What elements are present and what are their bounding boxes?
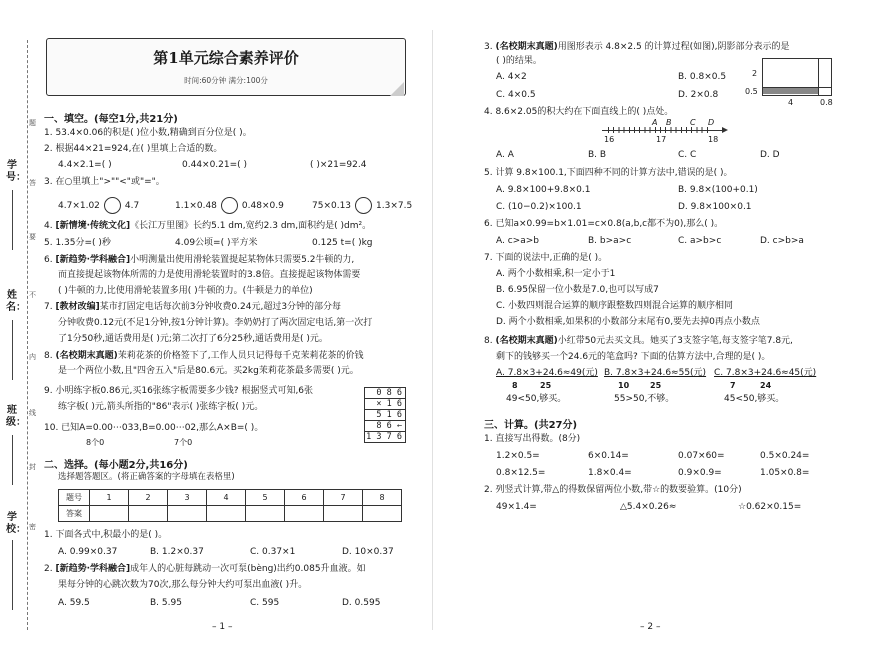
q9-text: 9. 小明练字板0.86元,买16张练字板需要多少钱? 根据竖式可知,6张 xyxy=(44,386,314,396)
c5-option: C. (10−0.2)×100.1 xyxy=(496,202,582,212)
c8-conclusion: 49<50,够买。 xyxy=(506,394,567,404)
c6-option: B. b>a>c xyxy=(588,236,632,246)
q6-text: 6. [新趋势·学科融合]小明测量出使用滑轮装置提起某物体只需要5.2牛顿的力, xyxy=(44,255,355,265)
q9-text-line2: 练字板( )元,箭头所指的"86"表示( )张练字板( )元。 xyxy=(58,402,264,412)
margin-student-id-label: 学号： xyxy=(6,160,26,183)
d1-item: 0.07×60= xyxy=(678,451,725,461)
q7-text: 7. [教材改编]某市打固定电话每次前3分钟收费0.24元,超过3分钟的部分每 xyxy=(44,302,342,312)
c7-text: 7. 下面的说法中,正确的是( )。 xyxy=(484,253,608,263)
seal-char: 不 xyxy=(29,291,36,299)
seal-char: 要 xyxy=(29,233,36,241)
c2-option: C. 595 xyxy=(250,598,280,608)
d1-item: 1.8×0.4= xyxy=(588,468,632,478)
c8-option-c: C. 7.8×3+24.6≈45(元) xyxy=(714,368,817,378)
c8-conclusion: 45<50,够买。 xyxy=(724,394,785,404)
name-line xyxy=(12,320,13,380)
question-number-cell: 1 xyxy=(90,490,129,506)
number-line-ticks xyxy=(608,127,712,133)
class-line xyxy=(12,435,13,485)
answer-cell[interactable] xyxy=(324,506,363,522)
q2-item-c: ( )×21=92.4 xyxy=(310,160,367,170)
area-label: 0.8 xyxy=(820,98,833,107)
c3-text-line2: ( )的结果。 xyxy=(496,56,542,66)
d1-item: 6×0.14= xyxy=(588,451,629,461)
c2-option: D. 0.595 xyxy=(342,598,381,608)
margin-school-label: 学校： xyxy=(6,512,26,535)
d1-item: 1.05×0.8= xyxy=(760,468,810,478)
area-label: 4 xyxy=(788,98,794,107)
c8-text-line2: 剩下的钱够买一个24.6元的笔盒吗? 下面的估算方法中,合理的是( )。 xyxy=(496,352,771,362)
d2-text: 2. 列竖式计算,带△的得数保留两位小数,带☆的数要验算。(10分) xyxy=(484,485,742,495)
c8-estimate: 25 xyxy=(650,381,662,390)
q10-brace-a: 8个0 xyxy=(86,438,105,447)
table-row xyxy=(59,506,402,522)
q3-item-c: 75×0.13 1.3×7.5 xyxy=(312,197,412,214)
c5-option: B. 9.8×(100+0.1) xyxy=(678,185,758,195)
question-number-cell: 5 xyxy=(246,490,285,506)
c1-option: A. 0.99×0.37 xyxy=(58,547,118,557)
area-vertical-divider xyxy=(818,58,819,95)
c8-estimate: 25 xyxy=(540,381,552,390)
c4-option: B. B xyxy=(588,150,607,160)
seal-char: 密 xyxy=(29,523,36,531)
page-title: 第1单元综合素养评价 xyxy=(153,49,299,67)
area-label: 0.5 xyxy=(745,87,758,96)
c2-option: A. 59.5 xyxy=(58,598,90,608)
seal-char: 答 xyxy=(29,179,36,187)
c3-option: A. 4×2 xyxy=(496,72,527,82)
c5-option: A. 9.8×100+9.8×0.1 xyxy=(496,185,591,195)
c8-text: 8. (名校期末真题)小红带50元去买文具。她买了3支签字笔,每支签字笔7.8元, xyxy=(484,336,793,346)
student-id-line xyxy=(12,190,13,250)
q3-item-a: 4.7×1.02 4.7 xyxy=(58,197,139,214)
seal-char: 封 xyxy=(29,463,36,471)
tick-label: 16 xyxy=(604,135,615,144)
q2-text: 2. 根据44×21=924,在( )里填上合适的数。 xyxy=(44,144,223,154)
seal-char: 题 xyxy=(29,119,36,127)
section-fill-in-heading: 一、填空。(每空1分,共21分) xyxy=(44,114,178,125)
answer-cell[interactable] xyxy=(168,506,207,522)
q10-text: 10. 已知A=0.00⋯033,B=0.00⋯02,那么A×B=( )。 xyxy=(44,423,264,433)
d2-item: 49×1.4= xyxy=(496,502,537,512)
answer-cell[interactable] xyxy=(207,506,246,522)
c8-estimate: 8 xyxy=(512,381,518,390)
c4-option: D. D xyxy=(760,150,780,160)
q8-text: 8. (名校期末真题)茉莉花茶的价格签下了,工作人员只记得每千克茉莉花茶的价钱 xyxy=(44,351,364,361)
compare-circle[interactable] xyxy=(104,197,121,214)
d1-item: 0.5×0.24= xyxy=(760,451,810,461)
question-number-cell: 7 xyxy=(324,490,363,506)
point-label: D xyxy=(708,118,715,127)
c7-option: A. 两个小数相乘,积一定小于1 xyxy=(496,269,616,279)
c3-text: 3. (名校期末真题)用图形表示 4.8×2.5 的计算过程(如图),阴影部分表示的是 xyxy=(484,42,790,52)
section-calculation-heading: 三、计算。(共27分) xyxy=(484,420,578,431)
table-header-cell: 题号 xyxy=(59,490,90,506)
c2-text: 2. [新趋势·学科融合]成年人的心脏每跳动一次可泵(bèng)出约0.085升血液。如 xyxy=(44,564,366,574)
q7-text-line2: 分钟收费0.12元(不足1分钟,按1分钟计算)。李奶奶打了两次固定电话,第一次打 xyxy=(58,318,373,328)
binding-dashed-line xyxy=(27,40,28,630)
c2-text-line2: 果每分钟的心跳次数为70次,那么每分钟大约可泵出血液( )升。 xyxy=(58,580,308,590)
section-choice-heading: 二、选择。(每小题2分,共16分) xyxy=(44,460,188,471)
point-label: A xyxy=(652,118,658,127)
area-model-figure xyxy=(762,58,832,98)
table-row xyxy=(59,490,402,506)
c7-option: D. 两个小数相乘,如果积的小数部分末尾有0,要先去掉0再点小数点 xyxy=(496,317,760,327)
c6-option: A. c>a>b xyxy=(496,236,539,246)
c8-conclusion: 55>50,不够。 xyxy=(614,394,675,404)
q5-item-b: 4.09公顷=( )平方米 xyxy=(175,238,258,248)
c8-estimate: 10 xyxy=(618,381,630,390)
q2-item-b: 0.44×0.21=( ) xyxy=(182,160,248,170)
page-number-right: – 2 – xyxy=(640,622,661,632)
c4-option: A. A xyxy=(496,150,514,160)
c6-text: 6. 已知a×0.99=b×1.01=c×0.8(a,b,c都不为0),那么( )。 xyxy=(484,219,724,229)
q3-text: 3. 在○里填上">""<"或"="。 xyxy=(44,177,165,187)
c8-option-b: B. 7.8×3+24.6≈55(元) xyxy=(604,368,707,378)
c1-option: B. 1.2×0.37 xyxy=(150,547,204,557)
table-header-cell: 答案 xyxy=(59,506,90,522)
c5-option: D. 9.8×100×0.1 xyxy=(678,202,752,212)
c2-option: B. 5.95 xyxy=(150,598,182,608)
answer-cell[interactable] xyxy=(285,506,324,522)
c7-option: C. 小数四则混合运算的顺序跟整数四则混合运算的顺序相同 xyxy=(496,301,734,311)
title-box-fold xyxy=(390,82,404,96)
page-divider xyxy=(432,30,433,630)
compare-circle[interactable] xyxy=(355,197,372,214)
answer-cell[interactable] xyxy=(129,506,168,522)
c4-option: C. C xyxy=(678,150,697,160)
d2-item: △5.4×0.26≈ xyxy=(620,502,677,512)
point-label: B xyxy=(666,118,672,127)
q1-text: 1. 53.4×0.06的积是( )位小数,精确到百分位是( )。 xyxy=(44,128,252,138)
d1-item: 0.8×12.5= xyxy=(496,468,546,478)
q7-text-line3: 了1分50秒,通话费用是( )元;第二次打了6分25秒,通话费用是( )元。 xyxy=(58,334,328,344)
q8-text-line2: 是一个两位小数,且"四舍五入"后是80.6元。买2kg茉莉花茶最多需要( )元。 xyxy=(58,366,359,376)
c1-option: C. 0.37×1 xyxy=(250,547,296,557)
q9-vertical-calculation: 0 8 6 × 1 6 5 1 6 8 6 ← 1 3 7 6 xyxy=(364,387,406,443)
seal-char: 内 xyxy=(29,353,36,361)
c4-text: 4. 8.6×2.05的积大约在下面直线上的( )点处。 xyxy=(484,107,674,117)
q10-brace-b: 7个0 xyxy=(174,438,193,447)
c1-option: D. 10×0.37 xyxy=(342,547,394,557)
point-label: C xyxy=(690,118,696,127)
answer-table xyxy=(58,489,402,522)
c1-text: 1. 下面各式中,积最小的是( )。 xyxy=(44,530,168,540)
c3-option: D. 2×0.8 xyxy=(678,90,719,100)
q5-item-a: 5. 1.35分=( )秒 xyxy=(44,238,111,248)
q2-item-a: 4.4×2.1=( ) xyxy=(58,160,112,170)
d1-item: 1.2×0.5= xyxy=(496,451,540,461)
exam-time-info: 时间:60分钟 满分:100分 xyxy=(184,76,268,85)
margin-class-label: 班级： xyxy=(6,405,26,428)
school-line xyxy=(12,540,13,610)
c8-estimate: 24 xyxy=(760,381,772,390)
d1-text: 1. 直接写出得数。(8分) xyxy=(484,434,581,444)
d1-item: 0.9×0.9= xyxy=(678,468,722,478)
tick-label: 17 xyxy=(656,135,667,144)
c5-text: 5. 计算 9.8×100.1,下面四种不同的计算方法中,错误的是( )。 xyxy=(484,168,733,178)
question-number-cell: 6 xyxy=(285,490,324,506)
title-box xyxy=(46,38,406,96)
area-label: 2 xyxy=(752,69,758,78)
q4-text: 4. [新情境·传统文化]《长江万里图》长约5.1 dm,宽约2.3 dm,面积约是( )dm²。 xyxy=(44,221,372,231)
c6-option: C. a>b>c xyxy=(678,236,722,246)
d2-item: ☆0.62×0.15= xyxy=(738,502,802,512)
seal-char: 线 xyxy=(29,409,36,417)
q6-text-line3: ( )牛顿的力,比使用滑轮装置多用( )牛顿的力。(牛顿是力的单位) xyxy=(58,286,313,296)
question-number-cell: 8 xyxy=(363,490,402,506)
tick-label: 18 xyxy=(708,135,719,144)
q6-text-line2: 而直接提起该物体所需的力是使用滑轮装置时的3.8倍。直接提起该物体需要 xyxy=(58,270,361,280)
c3-option: B. 0.8×0.5 xyxy=(678,72,727,82)
c8-estimate: 7 xyxy=(730,381,736,390)
answer-cell[interactable] xyxy=(90,506,129,522)
answer-area-note: 选择题答题区。(将正确答案的字母填在表格里) xyxy=(58,472,235,482)
shaded-region xyxy=(763,88,818,94)
question-number-cell: 3 xyxy=(168,490,207,506)
page-number-left: – 1 – xyxy=(212,622,233,632)
question-number-cell: 2 xyxy=(129,490,168,506)
number-line-arrow xyxy=(722,127,728,133)
answer-cell[interactable] xyxy=(246,506,285,522)
c7-option: B. 6.95保留一位小数是7.0,也可以写成7 xyxy=(496,285,659,295)
q3-item-b: 1.1×0.48 0.48×0.9 xyxy=(175,197,284,214)
compare-circle[interactable] xyxy=(221,197,238,214)
answer-cell[interactable] xyxy=(363,506,402,522)
c3-option: C. 4×0.5 xyxy=(496,90,536,100)
question-number-cell: 4 xyxy=(207,490,246,506)
q5-item-c: 0.125 t=( )kg xyxy=(312,238,373,248)
c6-option: D. c>b>a xyxy=(760,236,804,246)
margin-name-label: 姓名： xyxy=(6,290,26,313)
c8-option-a: A. 7.8×3+24.6≈49(元) xyxy=(496,368,598,378)
